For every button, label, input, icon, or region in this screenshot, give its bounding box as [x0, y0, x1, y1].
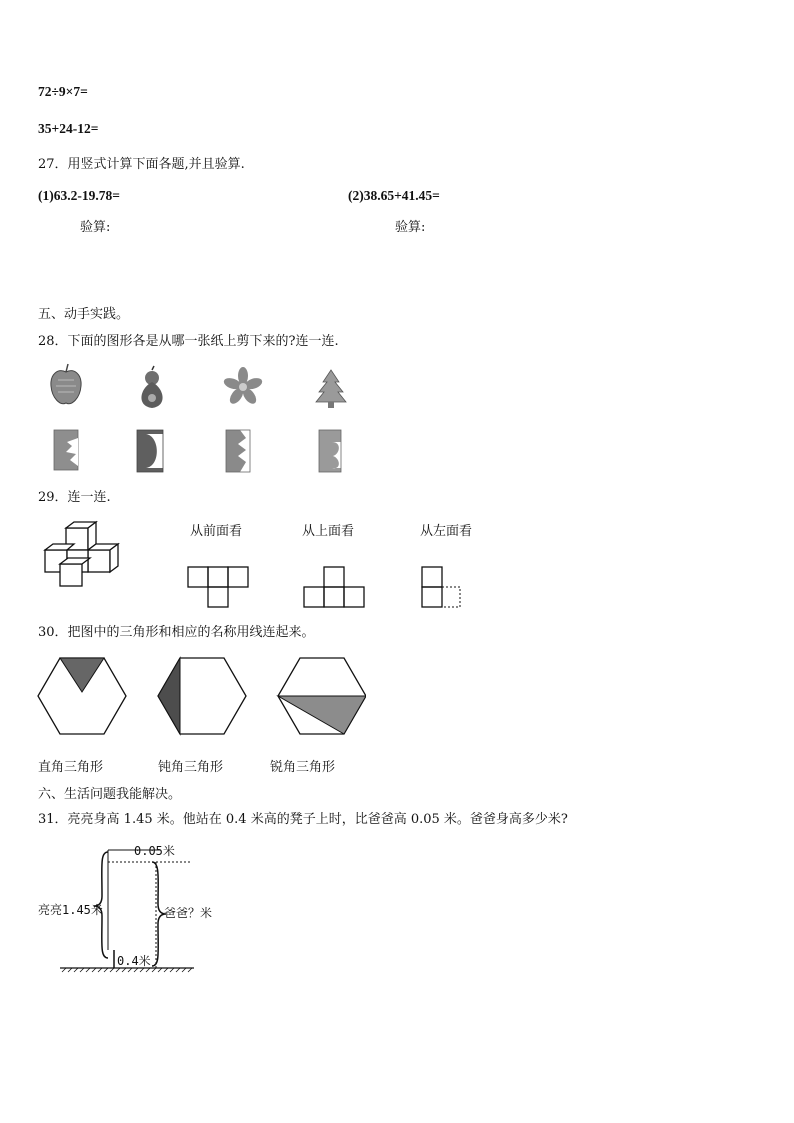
q31-label-top: 0.05米 — [134, 844, 175, 858]
q30-name-right: 直角三角形 — [38, 760, 104, 775]
q31-label-right: 爸爸？米 — [164, 906, 213, 920]
section-6-title: 六、生活问题我能解决。 — [38, 787, 182, 802]
flower-shape — [222, 367, 263, 406]
q29-label-front: 从前面看 — [190, 524, 243, 539]
q31-label-bottom: 0.4米 — [117, 954, 151, 968]
q27-check-1: 验算: — [80, 220, 111, 235]
q27-problem-2: (2)38.65+41.45= — [348, 188, 440, 203]
q27-check-2: 验算: — [395, 220, 426, 235]
q31-label-left: 亮亮1.45米 — [38, 903, 103, 917]
q27-title: 27．用竖式计算下面各题,并且验算. — [38, 157, 245, 172]
q28-title: 28．下面的图形各是从哪一张纸上剪下来的?连一连. — [38, 334, 339, 349]
q30-name-obtuse: 钝角三角形 — [158, 760, 224, 775]
paper-3 — [226, 430, 250, 472]
hexagon-3 — [278, 658, 366, 734]
tree-shape — [316, 370, 346, 408]
calc-line-2: 35+24-12= — [38, 121, 99, 136]
q30-hexagons — [36, 654, 366, 740]
hexagon-2 — [158, 658, 246, 734]
apple-shape — [51, 364, 81, 404]
q29-label-top: 从上面看 — [302, 524, 355, 539]
q27-problem-1: (1)63.2-19.78= — [38, 188, 120, 203]
q28-figure — [40, 362, 380, 477]
q31-title: 31．亮亮身高 1.45 米。他站在 0.4 米高的凳子上时，比爸爸高 0.05 米。爸爸身高多少米? — [38, 812, 568, 827]
q29-label-left: 从左面看 — [420, 524, 473, 539]
calc-line-1: 72÷9×7= — [38, 84, 88, 99]
q30-name-acute: 锐角三角形 — [270, 760, 336, 775]
paper-1 — [54, 430, 78, 470]
paper-4 — [319, 430, 341, 472]
q30-title: 30．把图中的三角形和相应的名称用线连起来。 — [38, 625, 315, 640]
q29-views — [186, 565, 486, 613]
section-5-title: 五、动手实践。 — [38, 307, 130, 322]
q29-title: 29．连一连. — [38, 490, 111, 505]
q29-cube-stack — [42, 520, 122, 592]
paper-2 — [137, 430, 163, 472]
hexagon-1 — [38, 658, 126, 734]
gourd-shape — [141, 366, 162, 408]
